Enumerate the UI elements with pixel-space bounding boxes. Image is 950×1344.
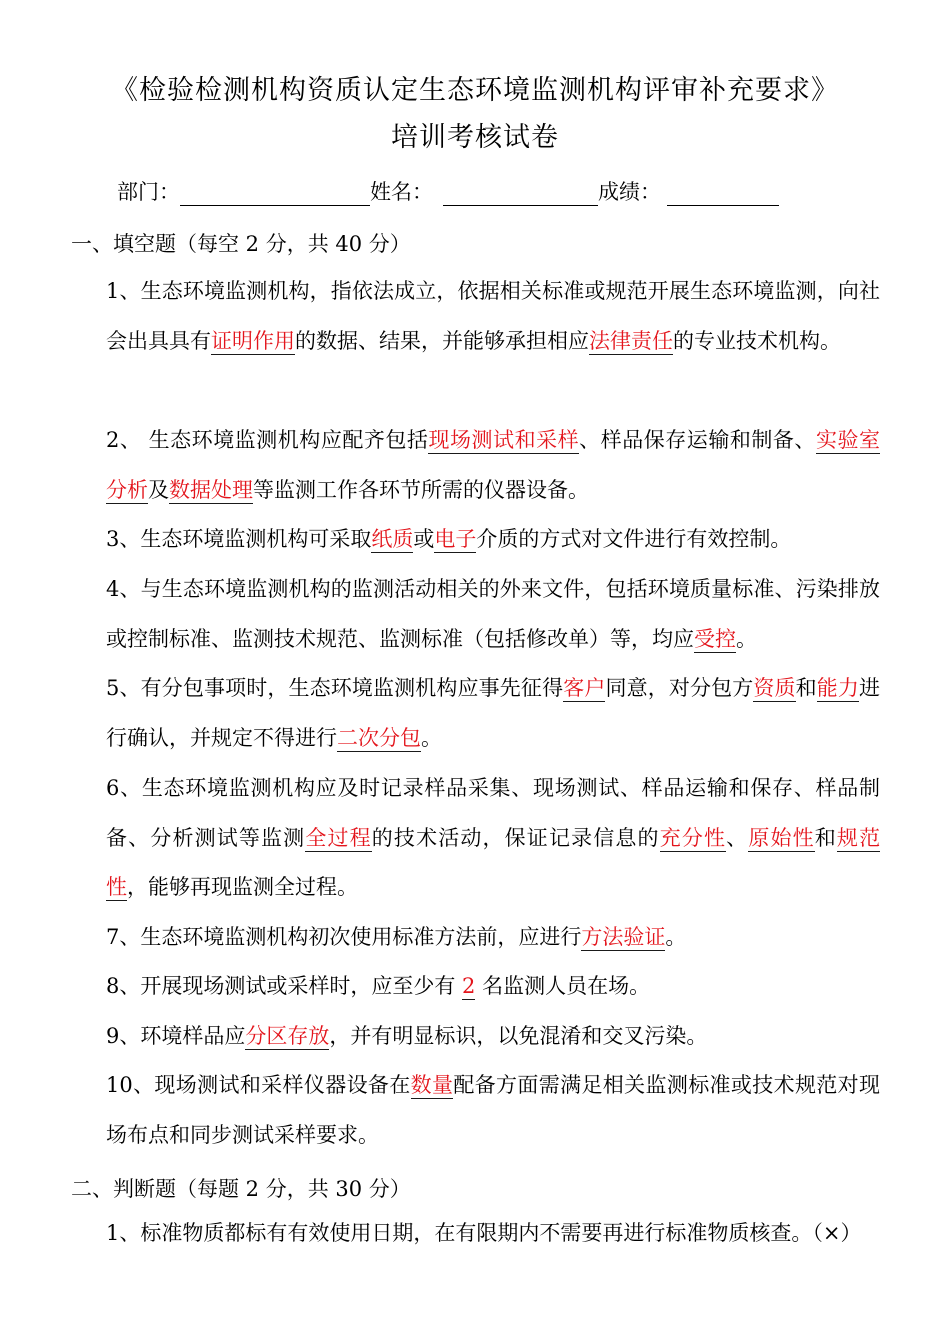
question-text: 、样品保存运输和制备、 <box>579 428 816 452</box>
question-item <box>106 1012 880 1062</box>
name-blank <box>443 179 598 206</box>
question-text: 。 <box>421 725 442 750</box>
question-item <box>106 1209 880 1259</box>
question-text: 配备方面需满足相关监测标准或技术规范对现场布点和同步测试采样要求。 <box>106 1073 881 1147</box>
question-text: 2、 生态环境监测机构应配齐包括 <box>106 428 429 452</box>
answer-text: 纸质 <box>371 527 414 551</box>
question-text: 7、生态环境监测机构初次使用标准方法前，应进行 <box>106 925 582 949</box>
department-label: 部门： <box>117 180 180 204</box>
question-item <box>106 267 880 366</box>
question-text: ，并有明显标识，以免混淆和交叉污染。 <box>329 1024 708 1048</box>
question-text: 5、有分包事项时，生态环境监测机构应事先征得 <box>106 676 564 700</box>
question-text: 8、开展现场测试或采样时，应至少有 <box>106 974 463 998</box>
question-text: 。 <box>665 925 687 949</box>
question-text: 3、生态环境监测机构可采取 <box>106 527 372 551</box>
answer-text: 数据处理 <box>169 477 253 502</box>
question-text: 10、现场测试和采样仪器设备在 <box>106 1073 411 1097</box>
question-text: 、 <box>726 825 749 850</box>
question-item <box>106 565 880 664</box>
question-item <box>106 913 880 963</box>
question-text: 介质的方式对文件进行有效控制。 <box>476 527 792 551</box>
score-label: 成绩： <box>598 180 661 204</box>
candidate-info-row <box>117 176 779 206</box>
question-text: 的技术活动，保证记录信息的 <box>371 825 660 850</box>
question-item <box>106 416 880 515</box>
question-item <box>106 1061 880 1160</box>
question-text: 1、标准物质都标有有效使用日期，在有限期内不需要再进行标准物质核查。（×） <box>106 1221 862 1245</box>
question-text: 的数据、结果，并能够承担相应 <box>295 328 589 353</box>
question-item <box>106 664 880 763</box>
answer-text: 能力 <box>816 676 860 700</box>
question-text: 1、生态环境监测机构，指依法成立，依据相关标准或规范开展生态环境监测，向社会出具具有 <box>106 279 880 353</box>
answer-text: 电子 <box>434 527 477 551</box>
name-label: 姓名： <box>370 180 433 204</box>
question-text: 4、与生态环境监测机构的监测活动相关的外来文件，包括环境质量标准、污染排放或控制标准、监测技术规范、监测标准（包括修改单）等，均应 <box>106 577 880 651</box>
answer-text: 客户 <box>563 676 606 700</box>
answer-text: 实验室分析 <box>106 428 881 502</box>
answer-text: 现场测试和采样 <box>428 428 580 452</box>
answer-text: 全过程 <box>305 825 372 850</box>
answer-text: 证明作用 <box>211 328 295 353</box>
question-text: ，能够再现监测全过程。 <box>127 875 358 899</box>
answer-text: 资质 <box>753 676 796 700</box>
question-text: 及 <box>148 477 169 502</box>
answer-text: 方法验证 <box>581 925 666 949</box>
question-text: 同意，对分包方 <box>605 676 754 700</box>
answer-text: 受控 <box>694 626 736 651</box>
section-heading-true-false: 二、判断题（每题 2 分，共 30 分） <box>71 1177 411 1201</box>
question-item <box>106 962 880 1012</box>
question-text: 进行确认，并规定不得进行 <box>106 676 881 750</box>
answer-text: 法律责任 <box>589 328 673 353</box>
question-text: 9、环境样品应 <box>106 1024 246 1048</box>
department-blank <box>180 179 370 206</box>
question-text: 的专业技术机构。 <box>673 328 841 353</box>
answer-text: 2 <box>462 974 476 998</box>
answer-text: 数量 <box>410 1073 454 1097</box>
question-text: 或 <box>413 527 435 551</box>
exam-title: 《检验检测机构资质认定生态环境监测机构评审补充要求》 <box>111 75 839 106</box>
answer-text: 原始性 <box>748 825 815 850</box>
answer-text: 规范性 <box>106 825 881 899</box>
question-item <box>106 764 880 913</box>
question-text: 和 <box>795 676 817 700</box>
score-blank <box>667 179 779 206</box>
answer-text: 充分性 <box>659 825 727 850</box>
question-text: 名监测人员在场。 <box>475 974 651 998</box>
question-text: 等监测工作各环节所需的仪器设备。 <box>253 477 589 502</box>
question-text: 6、生态环境监测机构应及时记录样品采集、现场测试、样品运输和保存、样品制备、分析测试等监测 <box>106 776 880 850</box>
answer-text: 分区存放 <box>245 1024 330 1048</box>
question-text: 和 <box>814 825 837 850</box>
question-text: 。 <box>736 626 757 651</box>
exam-subtitle: 培训考核试卷 <box>391 122 559 153</box>
section-heading-fill-in: 一、填空题（每空 2 分，共 40 分） <box>71 232 411 256</box>
answer-text: 二次分包 <box>337 725 421 750</box>
question-item <box>106 515 880 565</box>
